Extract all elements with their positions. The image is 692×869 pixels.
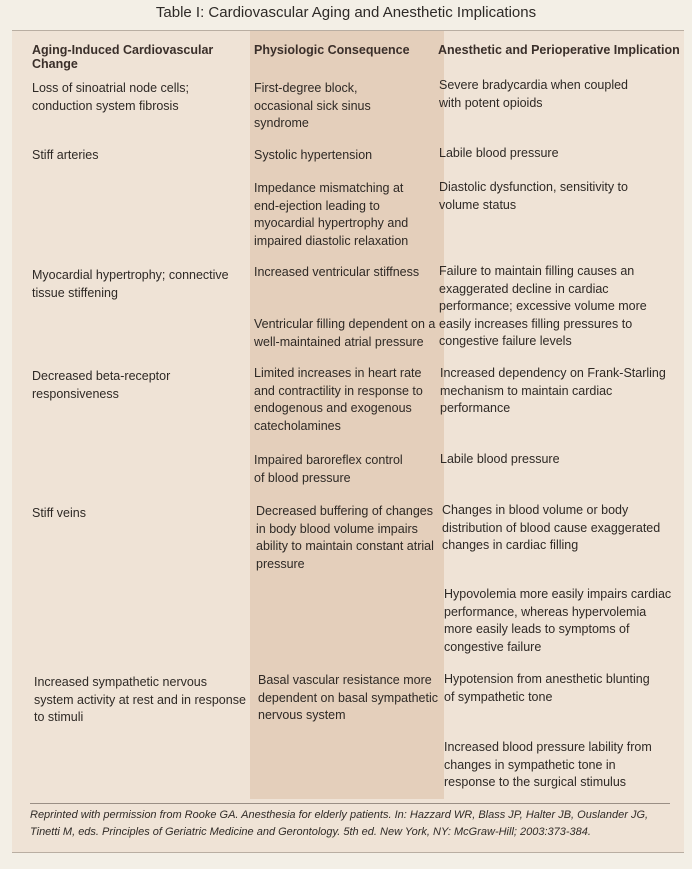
row4-consequence: Increased ventricular stiffness [254, 265, 420, 279]
row6-change: Decreased beta-receptor responsiveness [32, 369, 171, 401]
row8-consequence: Decreased buffering of changes in body blood volume impairs ability to maintain constant atrial pressure [256, 504, 434, 571]
row6-consequence: Limited increases in heart rate and contractility in response to endogenous and exogenous catecholamines [254, 366, 423, 433]
header-physiologic-consequence: Physiologic Consequence [254, 43, 410, 57]
row4-implication: Failure to maintain filling causes an exaggerated decline in cardiac performance; excessive volume more easily increases filling pressures to congestive failure levels [439, 264, 647, 348]
row4-change: Myocardial hypertrophy; connective tissue stiffening [32, 268, 229, 300]
row2-consequence: Systolic hypertension [254, 148, 373, 162]
row7-implication: Labile blood pressure [440, 452, 560, 466]
citation-footer: Reprinted with permission from Rooke GA. Anesthesia for elderly patients. In: Hazzard WR, Blass JP, Halter JB, Ouslander JG, Tinetti M, eds. Principles of Geriatric Medicine and Gerontology. 5th ed. New York, NY: McGraw-Hill; 2003:373-384. [30, 803, 670, 841]
row3-consequence: Impedance mismatching at end-ejection leading to myocardial hypertrophy and impaired diastolic relaxation [254, 181, 409, 248]
row10-consequence: Basal vascular resistance more dependent on basal sympathetic nervous system [258, 673, 438, 722]
row8-implication: Changes in blood volume or body distribution of blood cause exaggerated changes in cardiac filling [442, 503, 661, 552]
row6-implication: Increased dependency on Frank-Starling mechanism to maintain cardiac performance [440, 366, 666, 415]
row1-implication: Severe bradycardia when coupled with potent opioids [439, 78, 629, 110]
row8-change: Stiff veins [32, 506, 86, 520]
row10-change: Increased sympathetic nervous system activity at rest and in response to stimuli [34, 675, 246, 724]
header-aging-change: Aging-Induced Cardiovascular Change [32, 43, 214, 71]
table-panel [12, 30, 684, 853]
table-title: Table I: Cardiovascular Aging and Anesthetic Implications [155, 4, 537, 21]
row1-consequence: First-degree block, occasional sick sinus syndrome [254, 81, 371, 130]
row1-change: Loss of sinoatrial node cells; conduction system fibrosis [32, 81, 190, 113]
row2-implication: Labile blood pressure [439, 146, 559, 160]
row3-implication: Diastolic dysfunction, sensitivity to volume status [439, 180, 628, 212]
bottom-rule [12, 852, 684, 853]
row2-change: Stiff arteries [32, 148, 99, 162]
row11-implication: Increased blood pressure lability from changes in sympathetic tone in response to the surgical stimulus [444, 740, 652, 789]
header-anesthetic-implication: Anesthetic and Perioperative Implication [438, 43, 680, 57]
row10-implication: Hypotension from anesthetic blunting of sympathetic tone [444, 672, 650, 704]
row7-consequence: Impaired baroreflex control of blood pressure [254, 453, 403, 485]
row5-consequence: Ventricular filling dependent on a well-maintained atrial pressure [254, 317, 436, 349]
row9-implication: Hypovolemia more easily impairs cardiac performance, whereas hypervolemia more easily leads to symptoms of congestive failure [444, 587, 672, 654]
